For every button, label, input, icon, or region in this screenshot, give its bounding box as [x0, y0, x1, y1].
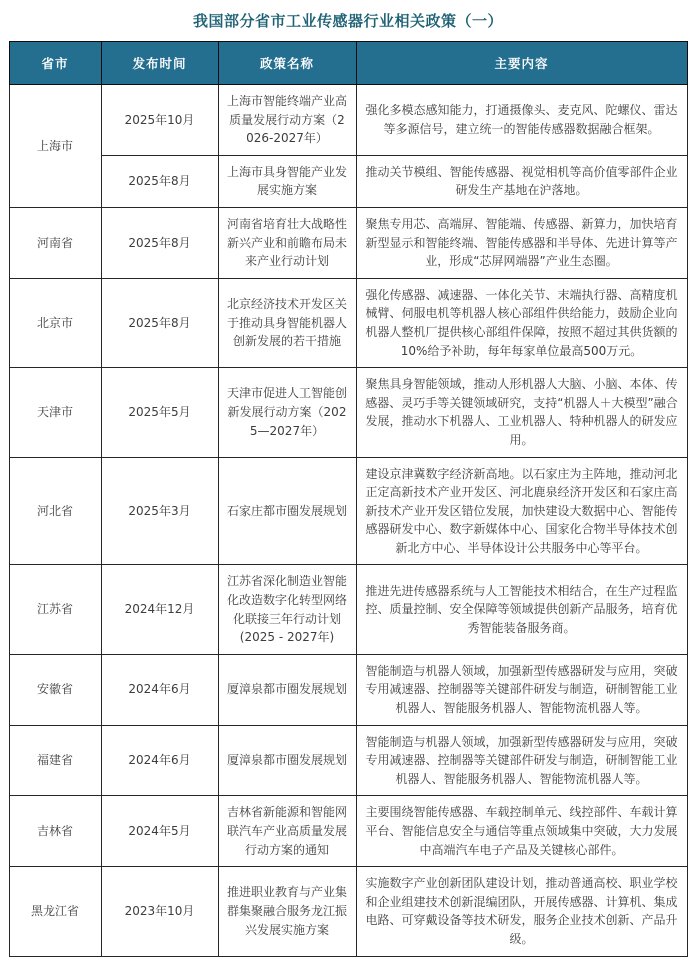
- header-cell-date: 发布时间: [101, 42, 218, 85]
- table-row: [9, 278, 687, 367]
- header-row: [9, 42, 687, 85]
- cell-province: 福建省: [9, 725, 101, 796]
- table-row: [9, 457, 687, 565]
- table-row: [9, 368, 687, 457]
- cell-province: 河南省: [9, 207, 101, 278]
- cell-content: 推进先进传感器系统与人工智能技术相结合，在生产过程监控、质量控制、安全保障等领域提供创新产品服务，培育优秀智能装备服务商。: [356, 565, 687, 654]
- cell-policy: 推进职业教育与产业集群集聚融合服务龙江振兴发展实施方案: [218, 867, 356, 956]
- cell-policy: 石家庄都市圈发展规划: [218, 457, 356, 565]
- cell-date: 2025年10月: [101, 85, 218, 156]
- table-header: [9, 42, 687, 85]
- cell-content: 聚焦具身智能领域，推动人形机器人大脑、小脑、本体、传感器、灵巧手等关键领域研究，支持“机器人＋大模型”融合发展，推动水下机器人、工业机器人、特种机器人的研发应用。: [356, 368, 687, 457]
- cell-date: 2025年8月: [101, 207, 218, 278]
- cell-content: 实施数字产业创新团队建设计划，推动普通高校、职业学校和企业组建技术创新混编团队，开展传感器、计算机、集成电路、可穿戴设备等技术研发，服务企业技术创新、产品升级。: [356, 867, 687, 956]
- cell-province: 河北省: [9, 457, 101, 565]
- cell-content: 强化多模态感知能力，打通摄像头、麦克风、陀螺仪、雷达等多源信号，建立统一的智能传感器数据融合框架。: [356, 85, 687, 156]
- cell-content: 建设京津冀数字经济新高地。以石家庄为主阵地，推动河北正定高新技术产业开发区、河北鹿泉经济开发区和石家庄高新技术产业开发区错位发展，加快建设大数据中心、智能传感器研发中心、数字新媒体中心、国家化合物半导体技术创新北方中心、半导体设计公共服务中心等平台。: [356, 457, 687, 565]
- cell-content: 智能制造与机器人领域，加强新型传感器研发与应用，突破专用减速器、控制器等关键部件研发与制造，研制智能工业机器人、智能服务机器人、智能物流机器人等。: [356, 725, 687, 796]
- cell-province: 黑龙江省: [9, 867, 101, 956]
- cell-date: 2024年6月: [101, 725, 218, 796]
- cell-date: 2023年10月: [101, 867, 218, 956]
- cell-province: 北京市: [9, 278, 101, 367]
- cell-policy: 厦漳泉都市圈发展规划: [218, 725, 356, 796]
- table-row: [9, 565, 687, 654]
- table-row: [9, 725, 687, 796]
- table-row: [9, 796, 687, 867]
- cell-content: 推动关节模组、智能传感器、视觉相机等高价值零部件企业研发生产基地在沪落地。: [356, 155, 687, 207]
- cell-policy: 河南省培育壮大战略性新兴产业和前瞻布局未来产业行动计划: [218, 207, 356, 278]
- cell-date: 2025年3月: [101, 457, 218, 565]
- table-row: [9, 85, 687, 156]
- cell-date: 2024年6月: [101, 654, 218, 725]
- table-row: [9, 867, 687, 956]
- cell-content: 智能制造与机器人领域，加强新型传感器研发与应用，突破专用减速器、控制器等关键部件研发与制造，研制智能工业机器人、智能服务机器人、智能物流机器人等。: [356, 654, 687, 725]
- cell-policy: 上海市具身智能产业发展实施方案: [218, 155, 356, 207]
- cell-date: 2025年8月: [101, 155, 218, 207]
- header-cell-policy: 政策名称: [218, 42, 356, 85]
- cell-province: 天津市: [9, 368, 101, 457]
- cell-province: 吉林省: [9, 796, 101, 867]
- header-cell-content: 主要内容: [356, 42, 687, 85]
- cell-policy: 上海市智能终端产业高质量发展行动方案（2026-2027年）: [218, 85, 356, 156]
- cell-province: 安徽省: [9, 654, 101, 725]
- table-body: [9, 85, 687, 957]
- cell-province: 上海市: [9, 85, 101, 208]
- page-title: 我国部分省市工业传感器行业相关政策（一）: [192, 12, 503, 30]
- cell-policy: 吉林省新能源和智能网联汽车产业高质量发展行动方案的通知: [218, 796, 356, 867]
- cell-date: 2024年12月: [101, 565, 218, 654]
- cell-province: 江苏省: [9, 565, 101, 654]
- cell-content: 聚焦专用芯、高端屏、智能端、传感器、新算力，加快培育新型显示和智能终端、智能传感器和半导体、先进计算等产业，形成“芯屏网端器”产业生态圈。: [356, 207, 687, 278]
- cell-content: 强化传感器、减速器、一体化关节、末端执行器、高精度机械臂、伺服电机等机器人核心部组件供给能力，鼓励企业向机器人整机厂提供核心部组件保障，按照不超过其供货额的10%给予补助，每年每家单位最高500万元。: [356, 278, 687, 367]
- table-row: [9, 155, 687, 207]
- table-row: [9, 207, 687, 278]
- cell-policy: 天津市促进人工智能创新发展行动方案（2025—2027年）: [218, 368, 356, 457]
- cell-policy: 厦漳泉都市圈发展规划: [218, 654, 356, 725]
- table-row: [9, 654, 687, 725]
- cell-date: 2025年5月: [101, 368, 218, 457]
- cell-policy: 江苏省深化制造业智能化改造数字化转型网络化联接三年行动计划 (2025 - 2027年): [218, 565, 356, 654]
- cell-date: 2025年8月: [101, 278, 218, 367]
- cell-content: 主要围绕智能传感器、车载控制单元、线控部件、车载计算平台、智能信息安全与通信等重点领域集中突破，大力发展中高端汽车电子产品及关键核心部件。: [356, 796, 687, 867]
- header-cell-province: 省市: [9, 42, 101, 85]
- policy-table: [9, 41, 688, 957]
- cell-date: 2024年5月: [101, 796, 218, 867]
- cell-policy: 北京经济技术开发区关于推动具身智能机器人创新发展的若干措施: [218, 278, 356, 367]
